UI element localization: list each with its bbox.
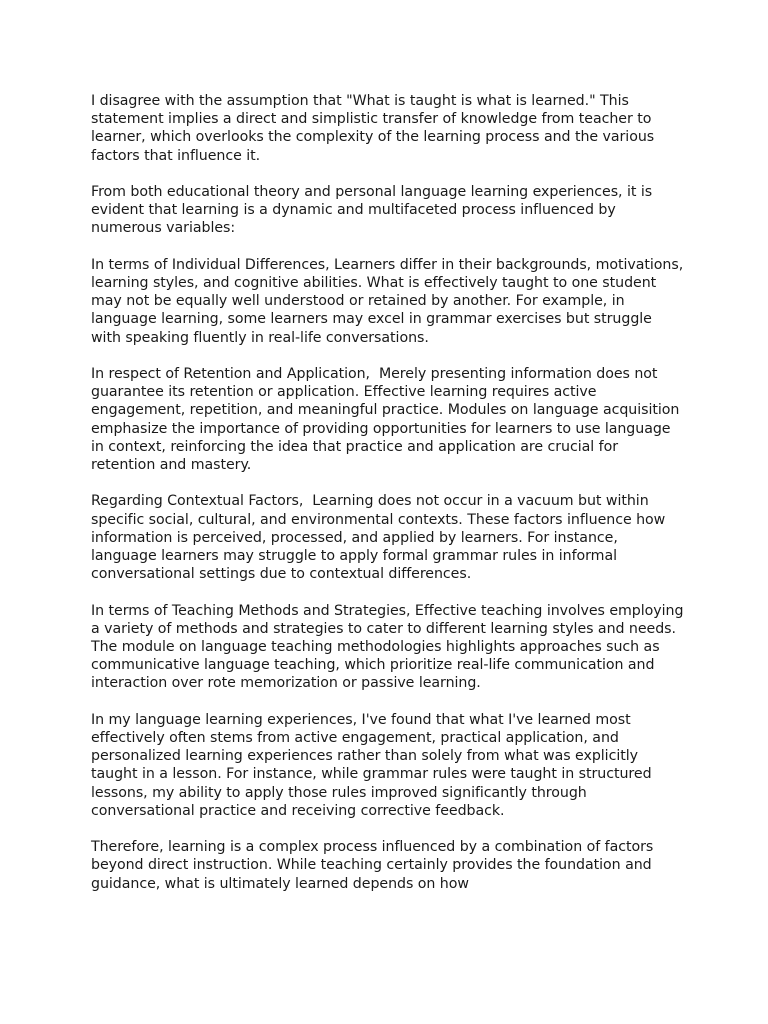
paragraph-intro: I disagree with the assumption that "What is taught is what is learned." This statement implies a direct and simplistic transfer of knowledge from teacher to learner, which overlooks the complexity of the learning process and the various factors that influence it. xyxy=(91,93,659,164)
paragraph-contextual-factors: Regarding Contextual Factors, Learning does not occur in a vacuum but within specific social, cultural, and environmental contexts. These factors influence how information is perceived, processed, and applied by learners. For instance, language learners may struggle to apply formal grammar rules in informal conversational settings due to contextual differences. xyxy=(91,493,670,583)
paragraph-retention-application: In respect of Retention and Application, Merely presenting information does not guarantee its retention or application. Effective learning requires active engagement, repetition, and meaningful practice. Modules on language acquisition emphasize the importance of providing opportunities for learners to use language in context, reinforcing the idea that practice and application are crucial for retention and mastery. xyxy=(91,366,684,474)
paragraph-individual-differences: In terms of Individual Differences, Learners differ in their backgrounds, motivations, learning styles, and cognitive abilities. What is effectively taught to one student may not be equally well understood or retained by another. For example, in language learning, some learners may excel in grammar exercises but struggle with speaking fluently in real-life conversations. xyxy=(91,256,688,346)
paragraph-personal-experience: In my language learning experiences, I've found that what I've learned most effectively often stems from active engagement, practical application, and personalized learning experiences rather than solely from what was explicitly taught in a lesson. For instance, while grammar rules were taught in structured lessons, my ability to apply those rules improved significantly through conversational practice and receiving corrective feedback. xyxy=(91,711,656,819)
paragraph-conclusion: Therefore, learning is a complex process influenced by a combination of factors beyond direct instruction. While teaching certainly provides the foundation and guidance, what is ultimately learned depends on how xyxy=(91,839,658,892)
paragraph-evidence: From both educational theory and personal language learning experiences, it is evident that learning is a dynamic and multifaceted process influenced by numerous variables: xyxy=(91,184,657,237)
paragraph-teaching-methods: In terms of Teaching Methods and Strategies, Effective teaching involves employing a variety of methods and strategies to cater to different learning styles and needs. The module on language teaching methodologies highlights approaches such as communicative language teaching, which prioritize real-life communication and interaction over rote memorization or passive learning. xyxy=(91,602,688,692)
document-body xyxy=(91,92,688,911)
